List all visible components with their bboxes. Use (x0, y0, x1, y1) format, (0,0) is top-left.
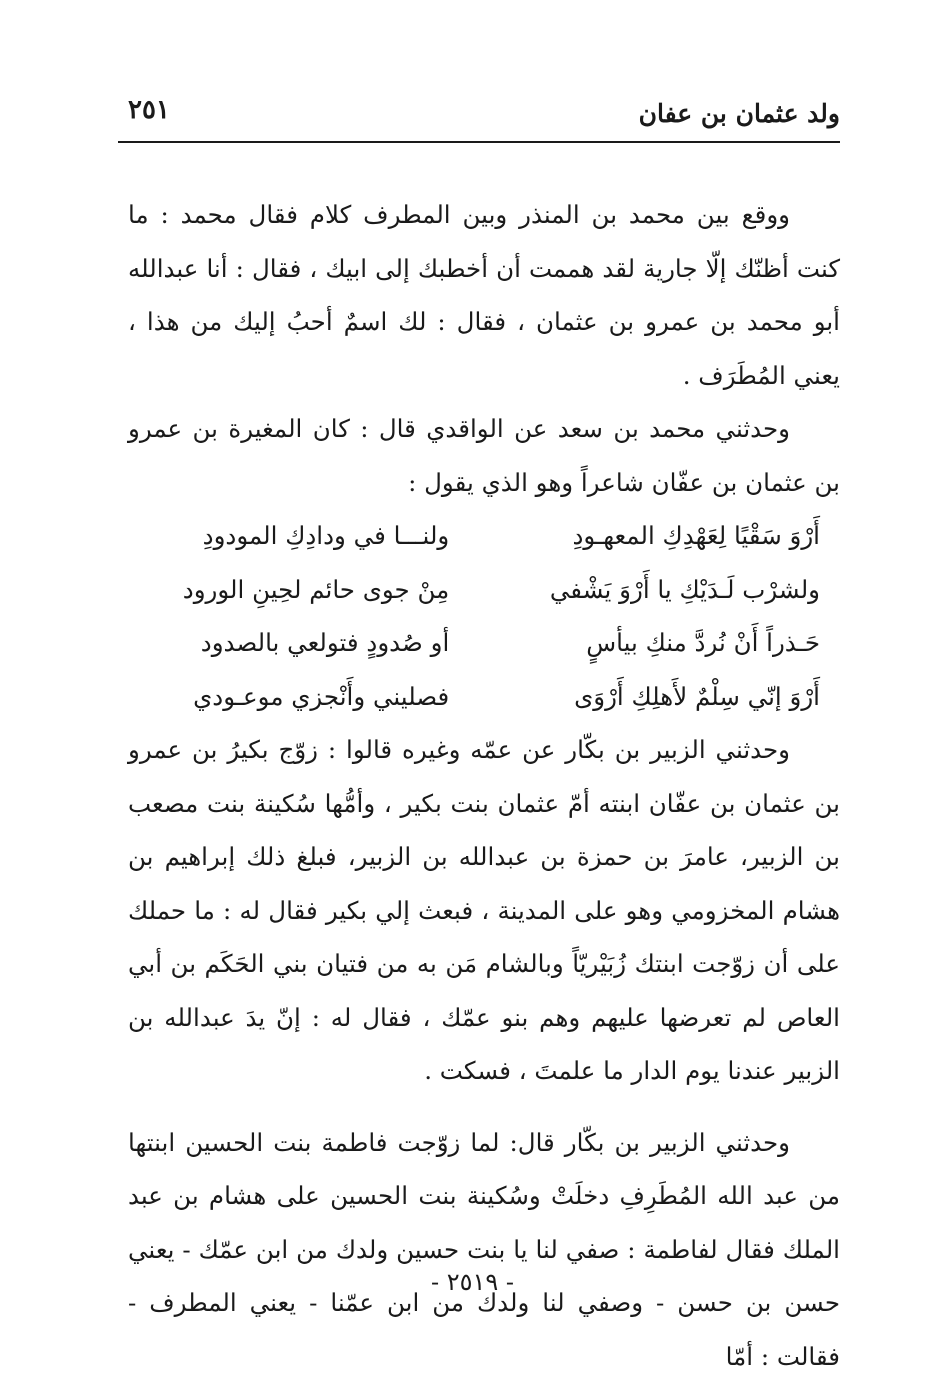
page-number: ٢٥١ (128, 95, 170, 125)
verse-second-hemistich: فصليني وأَنْجزي موعـودي (193, 681, 450, 711)
paragraph-2: وحدثني محمد بن سعد عن الواقدي قال : كان المغيرة بن عمرو بن عثمان بن عفّان شاعراً وهو الذي يقول : (128, 414, 840, 497)
poem-verse-1 (128, 509, 840, 563)
verse-second-hemistich: أو صُدودٍ فتولعي بالصدود (200, 628, 450, 657)
verse-first-hemistich: حَـذراً أَنْ نُردَّ منكِ بيأسٍ (586, 628, 820, 657)
verse-first-hemistich: ولشرْب لَـدَيْكِ يا أَرْوَ يَشْفي (549, 574, 820, 604)
verse-first-hemistich: أَرْوَ إنّي سِلْمٌ لأَهلِكِ أَرْوَى (574, 681, 820, 711)
paragraph-3: وحدثني الزبير بن بكّار عن عمّه وغيره قالوا : زوّج بكيرُ بن عمرو بن عثمان بن عفّان ابنته أمّ عثمان بنت بكير ، وأمُّها سُكينة بنت مصعب بن الزبير، عامرَ بن حمزة بن عبدالله بن الزبير، فبلغ ذلك إبراهيم بن هشام المخزومي وهو على المدينة ، فبعث إلي بكير فقال له : ما حملك على أن زوّجت ابنتك زُبَيْريّاً وبالشام مَن به من فتيان بني الحَكَم بن أبي العاص لم تعرضها عليهم وهم بنو عمّك ، فقال له : إنّ يدَ عبدالله بن الزبير عندنا يوم الدار ما علمتَ ، فسكت . (128, 735, 840, 1085)
chapter-title: ولد عثمان بن عفان (638, 99, 840, 128)
poem-verse-2 (128, 563, 840, 617)
poem-verse-3 (128, 616, 840, 670)
paragraph-1: ووقع بين محمد بن المنذر وبين المطرف كلام فقال محمد : ما كنت أظنّك إلّا جارية لقد هممت أن أخطبك إلى ابيك ، فقال : أنا عبدالله أبو محمد بن عمرو بن عثمان ، فقال : لك اسمٌ أحبُ إليك من هذا ، يعني المُطَرَف . (128, 200, 840, 390)
page-body (128, 188, 840, 1383)
folio-number: - ٢٥١٩ - (430, 1268, 515, 1296)
verse-first-hemistich: أَرْوَ سَقْيًا لِعَهْدِكِ المعهـودِ (572, 521, 820, 550)
poem-verse-4 (128, 670, 840, 724)
verse-second-hemistich: ولنـــا في ودادِكِ المودودِ (202, 521, 450, 550)
poem (128, 509, 840, 723)
verse-second-hemistich: مِنْ جوى حائم لحِينِ الورود (182, 574, 450, 604)
paragraph-4: وحدثني الزبير بن بكّار قال: لما زوّجت فاطمة بنت الحسين ابنتها من عبد الله المُطَرِفِ دخلَتْ وسُكينة بنت الحسين على هشام بن عبد الملك فقال لفاطمة : صفي لنا يا بنت حسين ولدك من ابن عمّك - يعني حسن بن حسن - وصفي لنا ولدك من ابن عمّنا - يعني المطرف - فقالت : أمّا (128, 1127, 840, 1371)
running-header (118, 85, 840, 143)
